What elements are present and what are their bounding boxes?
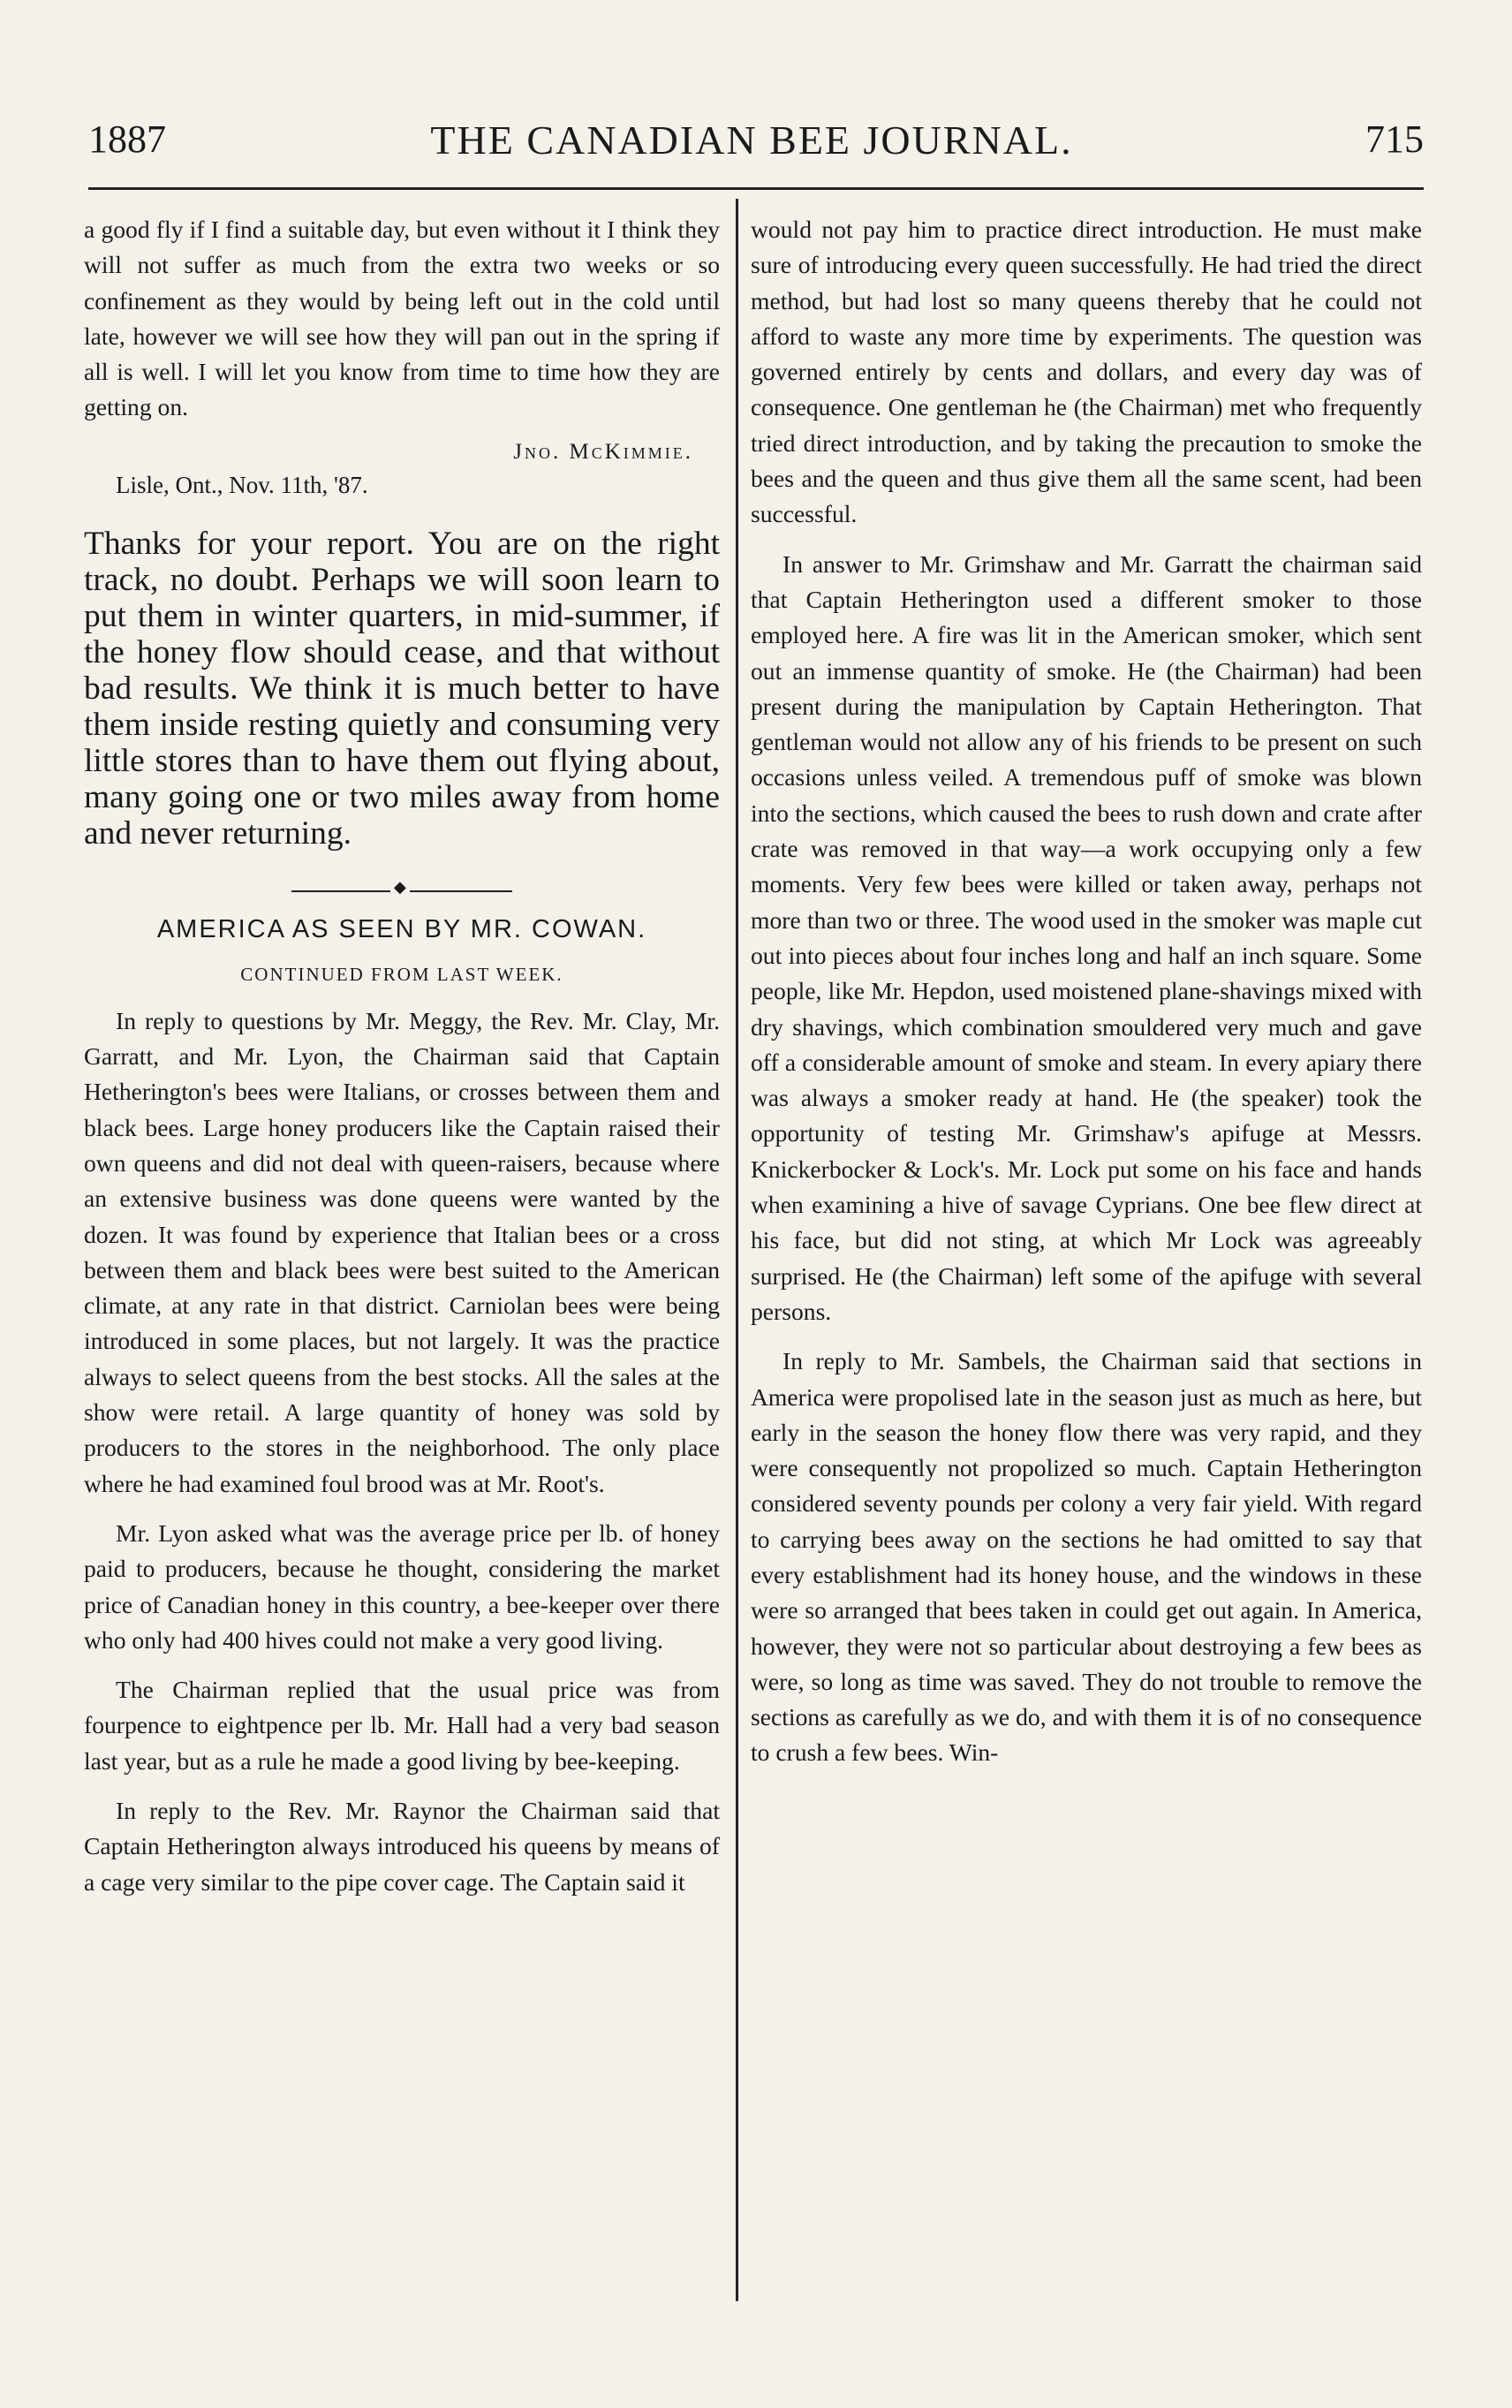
- editor-note: Thanks for your report. You are on the right track, no doubt. Perhaps we will soon learn to put them in winter quarters, in mid-summer, if the honey flow should cease, and that without bad results. We think it is much better to have them inside resting quietly and consuming very little stores than to have them out flying about, many going one or two miles away from home and never returning.: [84, 525, 720, 852]
- article-paragraph: In reply to Mr. Sambels, the Chairman said that sections in America were propolised late in the season just as much as here, but early in the season the honey flow there was very rapid, and they were consequently not propolized so much. Captain Hetherington considered seventy pounds per colony a very fair yield. With regard to carrying bees away on the sections he had omitted to say that every establishment had its honey house, and the windows in these were so arranged that bees taken in could get out again. In America, however, they were not so particular about destroying a few bees as were, so long as time was saved. They do not trouble to remove the sections as carefully as we do, and with them it is of no consequence to crush a few bees. Win-: [751, 1347, 1422, 1767]
- right-column: [751, 212, 1422, 1785]
- header-rule: [88, 187, 1424, 190]
- column-divider: [736, 199, 738, 2301]
- article-paragraph: In answer to Mr. Grimshaw and Mr. Garratt the chairman said that Captain Hetherington used a different smoker to those employed here. A fire was lit in the American smoker, which sent out an immense quantity of smoke. He (the Chairman) had been present during the manipulation by Captain Hetherington. That gentleman would not allow any of his friends to be present on such occasions unless veiled. A tremendous puff of smoke was blown into the sections, which caused the bees to rush down and crate after crate was removed in that way—a work occupying only a few moments. Very few bees were killed or taken away, perhaps not more than two or three. The wood used in the smoker was maple cut out into pieces about four inches long and half an inch square. Some people, like Mr. Hepdon, used moistened plane-shavings mixed with dry shavings, which combination smouldered very much and gave off a considerable amount of smoke and steam. In every apiary there was always a smoker ready at hand. He (the speaker) took the opportunity of testing Mr. Grimshaw's apifuge at Messrs. Knickerbocker & Lock's. Mr. Lock put some on his face and hands when examining a hive of savage Cyprians. One bee flew direct at his face, but did not sting, at which Mr Lock was agreeably surprised. He (the Chairman) left some of the apifuge with several persons.: [751, 549, 1422, 1325]
- letter-continuation: a good fly if I find a suitable day, but even without it I think they will not suffer as much from the extra two weeks or so confinement as they would by being left out in the cold until late, however we will see how they will pan out in the spring if all is well. I will let you know from time to time how they are getting on.: [84, 216, 720, 421]
- letter-dateline: Lisle, Ont., Nov. 11th, '87.: [116, 471, 368, 498]
- article-paragraph: would not pay him to practice direct introduction. He must make sure of introducing every queen successfully. He had tried the direct method, but had lost so many queens thereby that he could not afford to waste any more time by experiments. The question was governed entirely by cents and dollars, and every day was of consequence. One gentleman he (the Chairman) met who frequently tried direct introduction, and by taking the precaution to smoke the bees and the queen and thus give them all the same scent, had been successful.: [751, 216, 1422, 528]
- page-number: 715: [1365, 117, 1424, 161]
- article-paragraph: In reply to the Rev. Mr. Raynor the Chairman said that Captain Hetherington always introduced his queens by means of a cage very similar to the pipe cover cage. The Captain said it: [84, 1797, 720, 1896]
- left-column: [84, 212, 720, 1914]
- page-header: [79, 117, 1424, 178]
- section-ornament: [291, 887, 512, 896]
- article-paragraph: The Chairman replied that the usual price was from fourpence to eightpence per lb. Mr. Hall had a very bad season last year, but as a rule he made a good living by bee-keeping.: [84, 1676, 720, 1775]
- article-paragraph: In reply to questions by Mr. Meggy, the Rev. Mr. Clay, Mr. Garratt, and Mr. Lyon, the Chairman said that Captain Hetherington's bees were Italians, or crosses between them and black bees. Large honey producers like the Captain raised their own queens and did not deal with queen-raisers, because where an extensive business was done queens were wanted by the dozen. It was found by experience that Italian bees or a cross between them and black bees were best suited to the American climate, at any rate in that district. Carniolan bees were being introduced in some places, but not largely. It was the practice always to select queens from the best stocks. All the sales at the show were retail. A large quantity of honey was sold by producers to the stores in the neighborhood. The only place where he had examined foul brood was at Mr. Root's.: [84, 1006, 720, 1497]
- journal-title: THE CANADIAN BEE JOURNAL.: [430, 117, 1073, 163]
- header-year: 1887: [88, 117, 166, 161]
- letter-signature: Jno. McKimmie.: [513, 439, 693, 464]
- section-subtitle: CONTINUED FROM LAST WEEK.: [240, 963, 563, 985]
- article-paragraph: Mr. Lyon asked what was the average price per lb. of honey paid to producers, because he thought, considering the market price of Canadian honey in this country, a bee-keeper over there who only had 400 hives could not make a very good living.: [84, 1518, 720, 1654]
- section-title: AMERICA AS SEEN BY MR. COWAN.: [156, 914, 647, 943]
